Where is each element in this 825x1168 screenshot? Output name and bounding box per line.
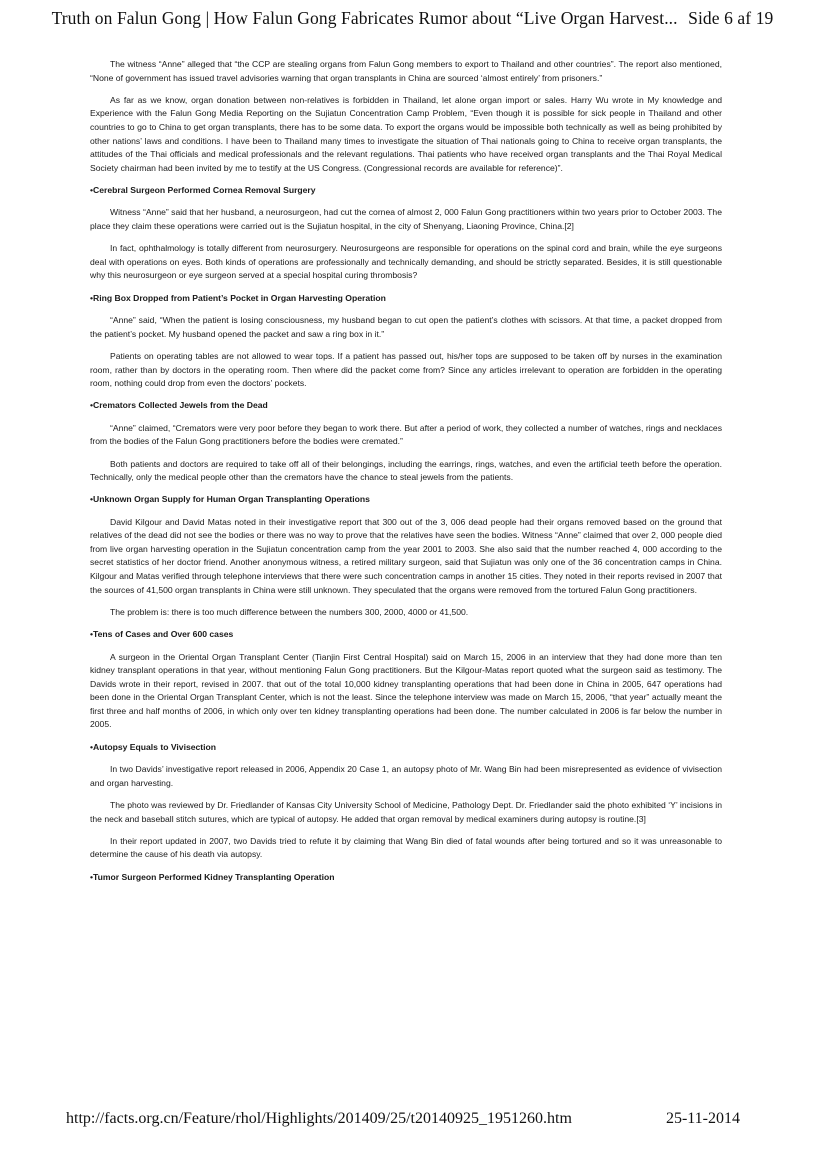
paragraph: As far as we know, organ donation between non-relatives is forbidden in Thailand, let alone organ import or sales. Harry Wu wrote in My knowledge and Experience with the Falun Gong Media Reporting on the Sujiatun Concentration Camp Problem, “Even though it is possible for sick people in Thailand and other countries to go to China to get organ transplants, there has to be some data. To export the organs would be impossible both technically as well as being prohibited by other nations’ laws and conditions. I have been to Thailand many times to investigate the situation of Thai nationals going to China to receive organ transplants, the attitudes of the Thai officials and medical professionals and the relevant regulations. Thai patients who have received organ transplants and the Thai Royal Medical Society chairman had been invited by me to testify at the US Congress. (Congressional records are available for reference)”. — [90, 94, 722, 173]
paragraph: Both patients and doctors are required to take off all of their belongings, including the earrings, rings, watches, and even the artificial teeth before the operation. Technically, only the medical people other than the cremators have the chance to steal jewels from the patients. — [90, 458, 722, 483]
paragraph: In two Davids’ investigative report released in 2006, Appendix 20 Case 1, an autopsy photo of Mr. Wang Bin had been misrepresented as evidence of vivisection and organ harvesting. — [90, 764, 722, 788]
source-url: http://facts.org.cn/Feature/rhol/Highlights/201409/25/t20140925_1951260.htm — [66, 1110, 572, 1127]
paragraph: Witness “Anne” said that her husband, a neurosurgeon, had cut the cornea of almost 2, 000 Falun Gong practitioners within two years prior to October 2003. The place they claim these operations were carried out is the Sujiatun hospital, in the city of Shenyang, Liaoning Province, China.[2] — [90, 207, 722, 231]
section-heading: •Unknown Organ Supply for Human Organ Transplanting Operations — [90, 494, 370, 505]
page-header — [0, 8, 825, 29]
paragraph: “Anne” claimed, “Cremators were very poor before they began to work there. But after a period of work, they collected a number of watches, rings and necklaces from the bodies of the Falun Gong practitioners before the bodies were cremated.” — [90, 422, 722, 447]
print-date: 25-11-2014 — [665, 1110, 740, 1127]
paragraph: A surgeon in the Oriental Organ Transplant Center (Tianjin First Central Hospital) said on March 15, 2006 in an interview that they had done more than ten kidney transplant operations in that year, without mentioning Falun Gong practitioners. But the Kilgour-Matas report quoted what the surgeon said as testimony. The Davids wrote in their report, revised in 2007. that out of the total 10,000 kidney transplanting operations that had been done in China in 2005, 647 operations had been done in the Oriental Organ Transplant Center, which is not the least. Since the telephone interview was made on March 15, 2006, “that year” actually meant the first three and half months of 2006, in which only over ten kidney transplanting operations had been done. The number calculated in 2006 is far below the number in 2005. — [90, 651, 722, 730]
paragraph: The photo was reviewed by Dr. Friedlander of Kansas City University School of Medicine, Pathology Dept. Dr. Friedlander said the photo exhibited ‘Y’ incisions in the neck and baseball stitch sutures, which are typical of autopsy. He added that organ removal by medical examiners during autopsy is routine.[3] — [90, 799, 722, 824]
paragraph: In their report updated in 2007, two Davids tried to refute it by claiming that Wang Bin died of fatal wounds after being tortured and so it was unreasonable to determine the cause of his death via autopsy. — [90, 835, 722, 860]
paragraph: “Anne” said, “When the patient is losing consciousness, my husband began to cut open the patient’s clothes with scissors. At that time, a packet dropped from the patient’s pocket. My husband opened the packet and saw a ring box in it.” — [90, 315, 722, 339]
article-body — [90, 58, 722, 893]
document-title: Truth on Falun Gong | How Falun Gong Fabricates Rumor about “Live Organ Harvest... — [51, 8, 678, 28]
section-heading: •Autopsy Equals to Vivisection — [90, 741, 217, 752]
page-indicator: Side 6 af 19 — [688, 8, 774, 28]
paragraph: David Kilgour and David Matas noted in their investigative report that 300 out of the 3, 006 dead people had their organs removed based on the ground that relatives of the dead did not see the bodies or there was no way to prove that the relatives have seen the bodies. Witness “Anne” claimed that over 2, 000 people died from live organ harvesting operation in the Sujiatun concentration camp from the year 2001 to 2003. She also said that the number reached 4, 000 according to the secret statistics of her doctor friend. Another anonymous witness, a retired military surgeon, said that Sujiatun was only one of the 36 concentration camps in China. Kilgour and Matas verified through telephone interviews that there were such concentration camps in another 15 cities. They noted in their reports revised in 2007 that the sources of 41,500 organ transplants in China were still unknown. They speculated that the organs were removed from the tortured Falun Gong practitioners. — [90, 516, 722, 595]
section-heading: •Tens of Cases and Over 600 cases — [90, 629, 234, 640]
paragraph: The problem is: there is too much difference between the numbers 300, 2000, 4000 or 41,500. — [110, 606, 469, 617]
section-heading: •Tumor Surgeon Performed Kidney Transplanting Operation — [90, 871, 335, 882]
paragraph: The witness “Anne” alleged that “the CCP are stealing organs from Falun Gong members to export to Thailand and other countries”. The report also mentioned, “None of government has issued travel advisories warning that organ transplants in China are sourced ‘almost entirely’ from prisoners.” — [90, 59, 722, 83]
section-heading: •Cremators Collected Jewels from the Dead — [90, 400, 268, 411]
paragraph: In fact, ophthalmology is totally different from neurosurgery. Neurosurgeons are responsible for operations on the spinal cord and brain, while the eye surgeons deal with operations on eyes. Both kinds of operations are professionally and technically demanding, and should be strictly separated. Besides, it is still questionable why this neurosurgeon or eye surgeon served at a special hospital curing thrombosis? — [90, 243, 722, 281]
paragraph: Patients on operating tables are not allowed to wear tops. If a patient has passed out, his/her tops are supposed to be taken off by nurses in the examination room, rather than by doctors in the operating room. Then where did the packet come from? Since any articles irrelevant to operation are forbidden in the operating room, nothing could drop from even the doctors’ pockets. — [90, 350, 722, 389]
section-heading: •Cerebral Surgeon Performed Cornea Removal Surgery — [90, 185, 316, 196]
section-heading: •Ring Box Dropped from Patient’s Pocket in Organ Harvesting Operation — [90, 292, 386, 303]
